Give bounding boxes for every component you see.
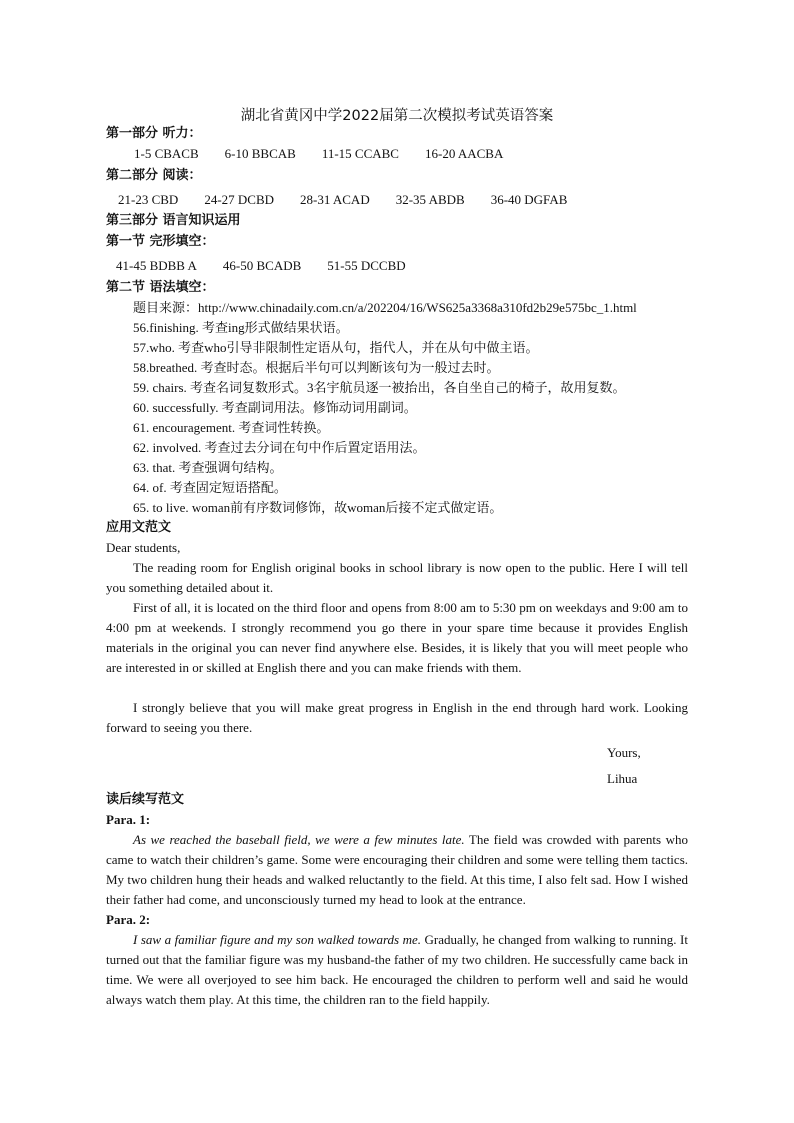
grammar-item: 65. to live. woman前有序数词修饰，故woman后接不定式做定语。: [133, 500, 503, 515]
letter-paragraph: First of all, it is located on the third floor and opens from 8:00 am to 5:30 pm on weekdays and 9:00 am to 4:00 pm at weekends. I strongly recommend you go there in your spare time because it provides English materials in the original you can never find anywhere else. Besides, it is likely that you will meet people who are interested in or skilled at English there and you can make friends with them.: [106, 600, 688, 675]
section1-answers: [116, 256, 432, 276]
answer-group: 16-20 AACBA: [424, 146, 504, 161]
grammar-item: 64. of. 考查固定短语搭配。: [133, 480, 287, 495]
answer-group: 1-5 CBACB: [134, 146, 199, 161]
section1-heading: 第一节 完形填空：: [106, 234, 215, 249]
grammar-item: 58.breathed. 考查时态。根据后半句可以判断该句为一般过去时。: [133, 360, 500, 375]
grammar-item: 56.finishing. 考查ing形式做结果状语。: [133, 320, 349, 335]
continuation-paragraph-2: [106, 930, 688, 1010]
para2-label: Para. 2:: [106, 912, 151, 927]
part3-heading: 第三部分 语言知识运用: [106, 213, 241, 228]
part1-answers: [134, 144, 529, 164]
answer-group: 6-10 BBCAB: [224, 146, 296, 161]
grammar-source: 题目来源：http://www.chinadaily.com.cn/a/202204/16/WS625a3368a310fd2b29e575bc_1.html: [133, 300, 637, 315]
answer-group: 46-50 BCADB: [222, 258, 302, 273]
para2-lead-sentence: I saw a familiar figure and my son walked towards me.: [133, 932, 422, 947]
letter-closing: Yours,: [607, 745, 641, 760]
part2-heading: 第二部分 阅读：: [106, 168, 202, 183]
grammar-item: 61. encouragement. 考查词性转换。: [133, 420, 330, 435]
grammar-item: 62. involved. 考查过去分词在句中作后置定语用法。: [133, 440, 426, 455]
answer-group: 11-15 CCABC: [321, 146, 399, 161]
continuation-paragraph-1: [106, 830, 688, 910]
para1-lead-sentence: As we reached the baseball field, we were a few minutes late.: [133, 832, 465, 847]
answer-group: 36-40 DGFAB: [490, 192, 568, 207]
answer-group: 28-31 ACAD: [300, 192, 370, 207]
grammar-item: 57.who. 考查who引导非限制性定语从句，指代人，并在从句中做主语。: [133, 340, 539, 355]
part2-answers: [118, 190, 593, 210]
document-title: 湖北省黄冈中学2022届第二次模拟考试英语答案: [240, 108, 554, 124]
answer-group: 32-35 ABDB: [395, 192, 465, 207]
grammar-item: 63. that. 考查强调句结构。: [133, 460, 283, 475]
answer-group: 21-23 CBD: [118, 192, 179, 207]
letter-paragraph: I strongly believe that you will make great progress in English in the end through hard work. Looking forward to seeing you there.: [106, 700, 688, 735]
answer-group: 24-27 DCBD: [204, 192, 275, 207]
letter-signature: Lihua: [607, 771, 638, 786]
salutation: Dear students,: [106, 540, 181, 555]
para1-label: Para. 1:: [106, 812, 151, 827]
applied-writing-heading: 应用文范文: [106, 520, 172, 535]
grammar-item: 60. successfully. 考查副词用法。修饰动词用副词。: [133, 400, 417, 415]
grammar-item: 59. chairs. 考查名词复数形式。3名宇航员逐一被抬出，各自坐自己的椅子，故用复数。: [133, 380, 626, 395]
answer-group: 51-55 DCCBD: [327, 258, 406, 273]
continuation-heading: 读后续写范文: [106, 792, 185, 807]
part1-heading: 第一部分 听力：: [106, 126, 202, 141]
para2-body: Gradually, he changed from walking to running. It turned out that the familiar figure was my husband-the father of my two children. He successfully came back in time. We were all overjoyed to see him back. He encouraged the children to perform well and said he would always watch them play. At this time, the children ran to the field happily.: [106, 932, 688, 1007]
section2-heading: 第二节 语法填空：: [106, 280, 215, 295]
letter-paragraph: The reading room for English original books in school library is now open to the public. Here I will tell you something detailed about it.: [106, 560, 688, 595]
answer-group: 41-45 BDBB A: [116, 258, 197, 273]
para1-body: The field was crowded with parents who came to watch their children’s game. Some were encouraging their children and some were telling them tactics. My two children hung their heads and walked reluctantly to the field. At this time, I also felt sad. How I wished their father had come, and unconsciously turned my head to look at the entrance.: [106, 832, 688, 907]
